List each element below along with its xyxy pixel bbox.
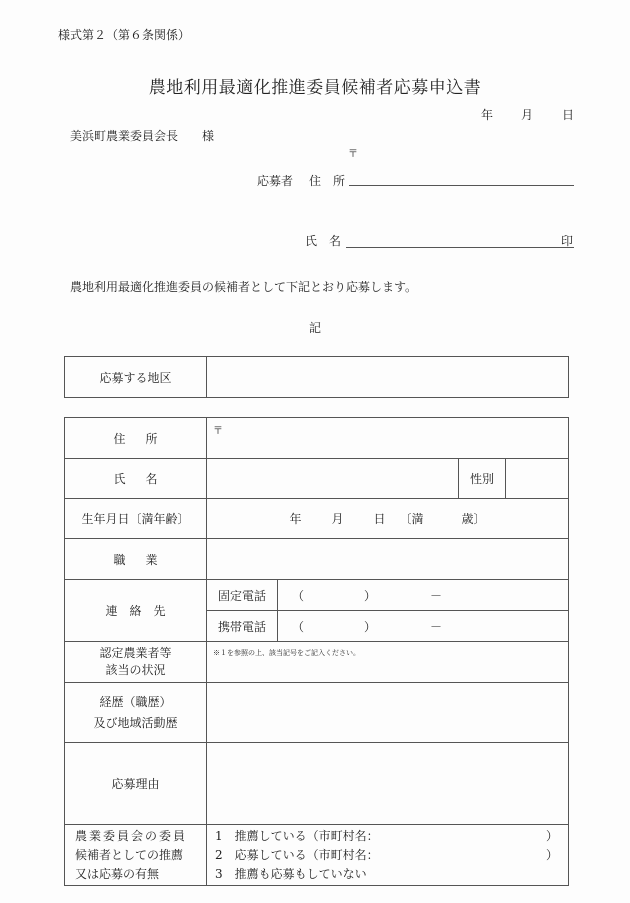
table-row [65,357,569,398]
career-field[interactable] [207,683,569,743]
recommendation-label-line: 候補者としての推薦 [75,847,184,862]
recommendation-option-3[interactable] [215,865,568,884]
form-number: 様式第２（第６条関係） [58,28,191,42]
table-row [65,539,569,580]
statement: 農地利用最適化推進委員の候補者として下記とおり応募します。 [70,280,418,294]
seal-mark: 印 [561,234,574,248]
certified-note: ※１を参照の上、該当記号をご記入ください。 [213,649,360,657]
dash: － [430,588,443,603]
paren-close: ） [364,619,377,634]
recommendation-option-2[interactable] [215,846,568,865]
birth-day: 日 [373,512,386,526]
career-label [65,683,207,743]
paren-open: （ [292,588,305,603]
birth-label: 生年月日〔満年齢〕 [65,499,207,539]
landline-field[interactable] [278,580,569,611]
applicant-address-label: 住 所 [309,174,346,188]
certified-label [65,642,207,683]
addressee [70,127,214,144]
date-day-label: 日 [562,108,575,122]
birth-year: 年 [289,512,302,526]
age-open: 〔満 [399,512,424,526]
postal-mark: 〒 [348,149,358,160]
applicant-address-field[interactable] [349,184,574,186]
recommendation-label [65,825,207,886]
option-text: 3 推薦も応募もしていない [215,866,367,881]
table-row [65,459,569,499]
career-label-line1: 経歴（職歴） [99,694,172,709]
mobile-label: 携帯電話 [207,611,278,642]
address-field[interactable] [207,418,569,459]
option-text: 1 推薦している（市町村名： [215,828,379,843]
district-table [64,356,569,398]
career-label-line2: 及び地域活動歴 [93,715,178,730]
reason-field[interactable] [207,743,569,825]
paren-open: （ [292,619,305,634]
recommendation-option-1[interactable] [215,827,568,846]
dash: － [430,619,443,634]
table-row [65,580,569,611]
certified-field[interactable] [207,642,569,683]
recommendation-label-line: 農業委員会の委員 [75,828,188,843]
option-close-paren: ） [545,828,558,843]
page-title: 農地利用最適化推進委員候補者応募申込書 [148,78,482,98]
occupation-field[interactable] [207,539,569,580]
district-label: 応募する地区 [65,357,207,398]
addressee-honorific: 様 [202,129,215,143]
table-row [65,743,569,825]
contact-label: 連絡先 [65,580,207,642]
birth-field[interactable] [207,499,569,539]
name-field[interactable] [207,459,459,499]
gender-field[interactable] [506,459,569,499]
district-field[interactable] [207,357,569,398]
landline-label: 固定電話 [207,580,278,611]
paren-close: ） [364,588,377,603]
date-month-label: 月 [521,108,534,122]
mobile-field[interactable] [278,611,569,642]
address-label: 住所 [65,418,207,459]
option-close-paren: ） [545,847,558,862]
occupation-label: 職業 [65,539,207,580]
recommendation-options [207,825,569,886]
applicant-name-label: 氏 名 [305,234,342,248]
gender-label: 性別 [459,459,506,499]
table-row [65,642,569,683]
certified-label-line1: 認定農業者等 [99,646,172,660]
table-row [65,825,569,886]
table-row [65,683,569,743]
applicant-name-field[interactable] [346,246,574,248]
applicant-label: 応募者 [257,174,294,188]
addressee-name: 美浜町農業委員会長 [70,129,179,143]
reason-label: 応募理由 [65,743,207,825]
age-close: 歳〕 [461,512,486,526]
table-row [65,418,569,459]
detail-table [64,417,569,886]
option-text: 2 応募している（市町村名： [215,847,379,862]
table-row [65,499,569,539]
name-label: 氏名 [65,459,207,499]
certified-label-line2: 該当の状況 [105,663,166,677]
ki-heading: 記 [308,321,321,335]
date-year-label: 年 [481,108,494,122]
birth-month: 月 [331,512,344,526]
recommendation-label-line: 又は応募の有無 [75,866,160,881]
postal-mark: 〒 [213,426,223,437]
